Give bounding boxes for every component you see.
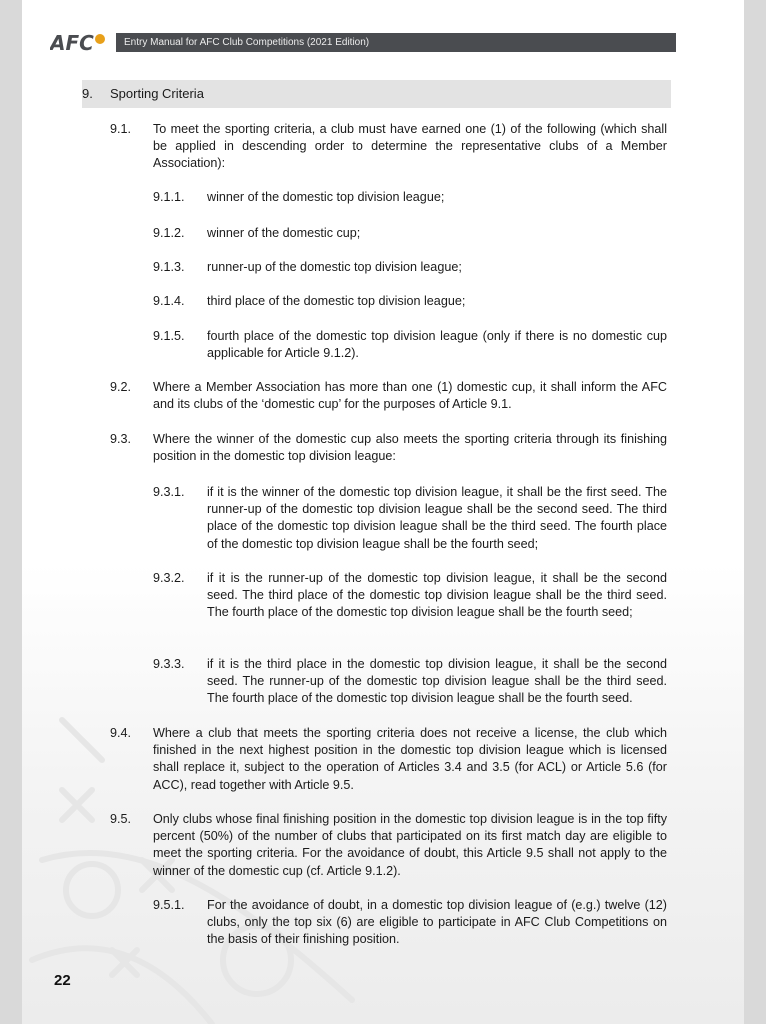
clause-number: 9.3.2. [153,571,185,585]
clause-number: 9.2. [110,380,132,394]
clause-number: 9.5.1. [153,898,185,912]
clause-text: winner of the domestic cup; [207,226,361,240]
document-page [22,0,744,1024]
clause-text: fourth place of the domestic top division league (only if there is no domestic cup applicable for Article 9.1.2). [207,329,667,361]
clause-number: 9.1.1. [153,190,185,204]
clause-number: 9.1.3. [153,260,185,274]
clause-text: if it is the runner-up of the domestic top division league, it shall be the second seed. The third place of the domestic top division league shall be the third seed. The fourth place of the domestic top division league shall be the fourth seed; [207,571,667,620]
clause-number: 9.5. [110,812,132,826]
clause-number: 9.1. [110,122,132,136]
clause-text: third place of the domestic top division league; [207,294,466,308]
page-number: 22 [54,972,71,989]
clause-number: 9.3.3. [153,657,185,671]
clause-text: For the avoidance of doubt, in a domestic top division league of (e.g.) twelve (12) clubs, only the top six (6) are eligible to participate in AFC Club Competitions on the basis of their finishing position. [207,898,667,947]
clause-number: 9.1.4. [153,294,185,308]
section-heading [82,80,671,108]
clause-text: Where a club that meets the sporting criteria does not receive a license, the club which finished in the next highest position in the domestic top division league which is licensed shall replace it, subject to the operation of Articles 3.4 and 3.5 (for ACL) or Article 5.6 (for ACC), read together with Article 9.5. [153,726,667,792]
document-title-bar: Entry Manual for AFC Club Competitions (2021 Edition) [116,33,676,52]
clause-number: 9.1.2. [153,226,185,240]
afc-logo [50,30,110,54]
clause-text: Where the winner of the domestic cup also meets the sporting criteria through its finishing position in the domestic top division league: [153,432,667,464]
clause-number: 9.4. [110,726,132,740]
clause-number: 9.3. [110,432,132,446]
clause-text: Only clubs whose final finishing position in the domestic top division league is in the top fifty percent (50%) of the number of clubs that participated on its first match day are eligible to meet the sporting criteria. For the avoidance of doubt, this Article 9.5 shall not apply to the winner of the domestic cup (cf. Article 9.1.2). [153,812,667,878]
clause-text: To meet the sporting criteria, a club must have earned one (1) of the following (which shall be applied in descending order to determine the representative clubs of a Member Association): [153,122,667,171]
svg-text:AFC: AFC [50,31,94,54]
section-number: 9. [82,86,93,101]
clause-number: 9.3.1. [153,485,185,499]
clause-text: runner-up of the domestic top division league; [207,260,462,274]
clause-text: if it is the winner of the domestic top division league, it shall be the first seed. The runner-up of the domestic top division league shall be the second seed. The third place of the domestic top division league shall be the third seed. The fourth place of the domestic top division league shall be the fourth seed; [207,485,667,551]
clause-text: winner of the domestic top division league; [207,190,445,204]
clause-number: 9.1.5. [153,329,185,343]
page-header [50,30,677,54]
clause-text: if it is the third place in the domestic top division league, it shall be the second seed. The runner-up of the domestic top division league shall be the third seed. The fourth place of the domestic top division league shall be the fourth seed. [207,657,667,706]
clause-text: Where a Member Association has more than one (1) domestic cup, it shall inform the AFC and its clubs of the ‘domestic cup’ for the purposes of Article 9.1. [153,380,667,412]
section-title: Sporting Criteria [110,86,204,101]
